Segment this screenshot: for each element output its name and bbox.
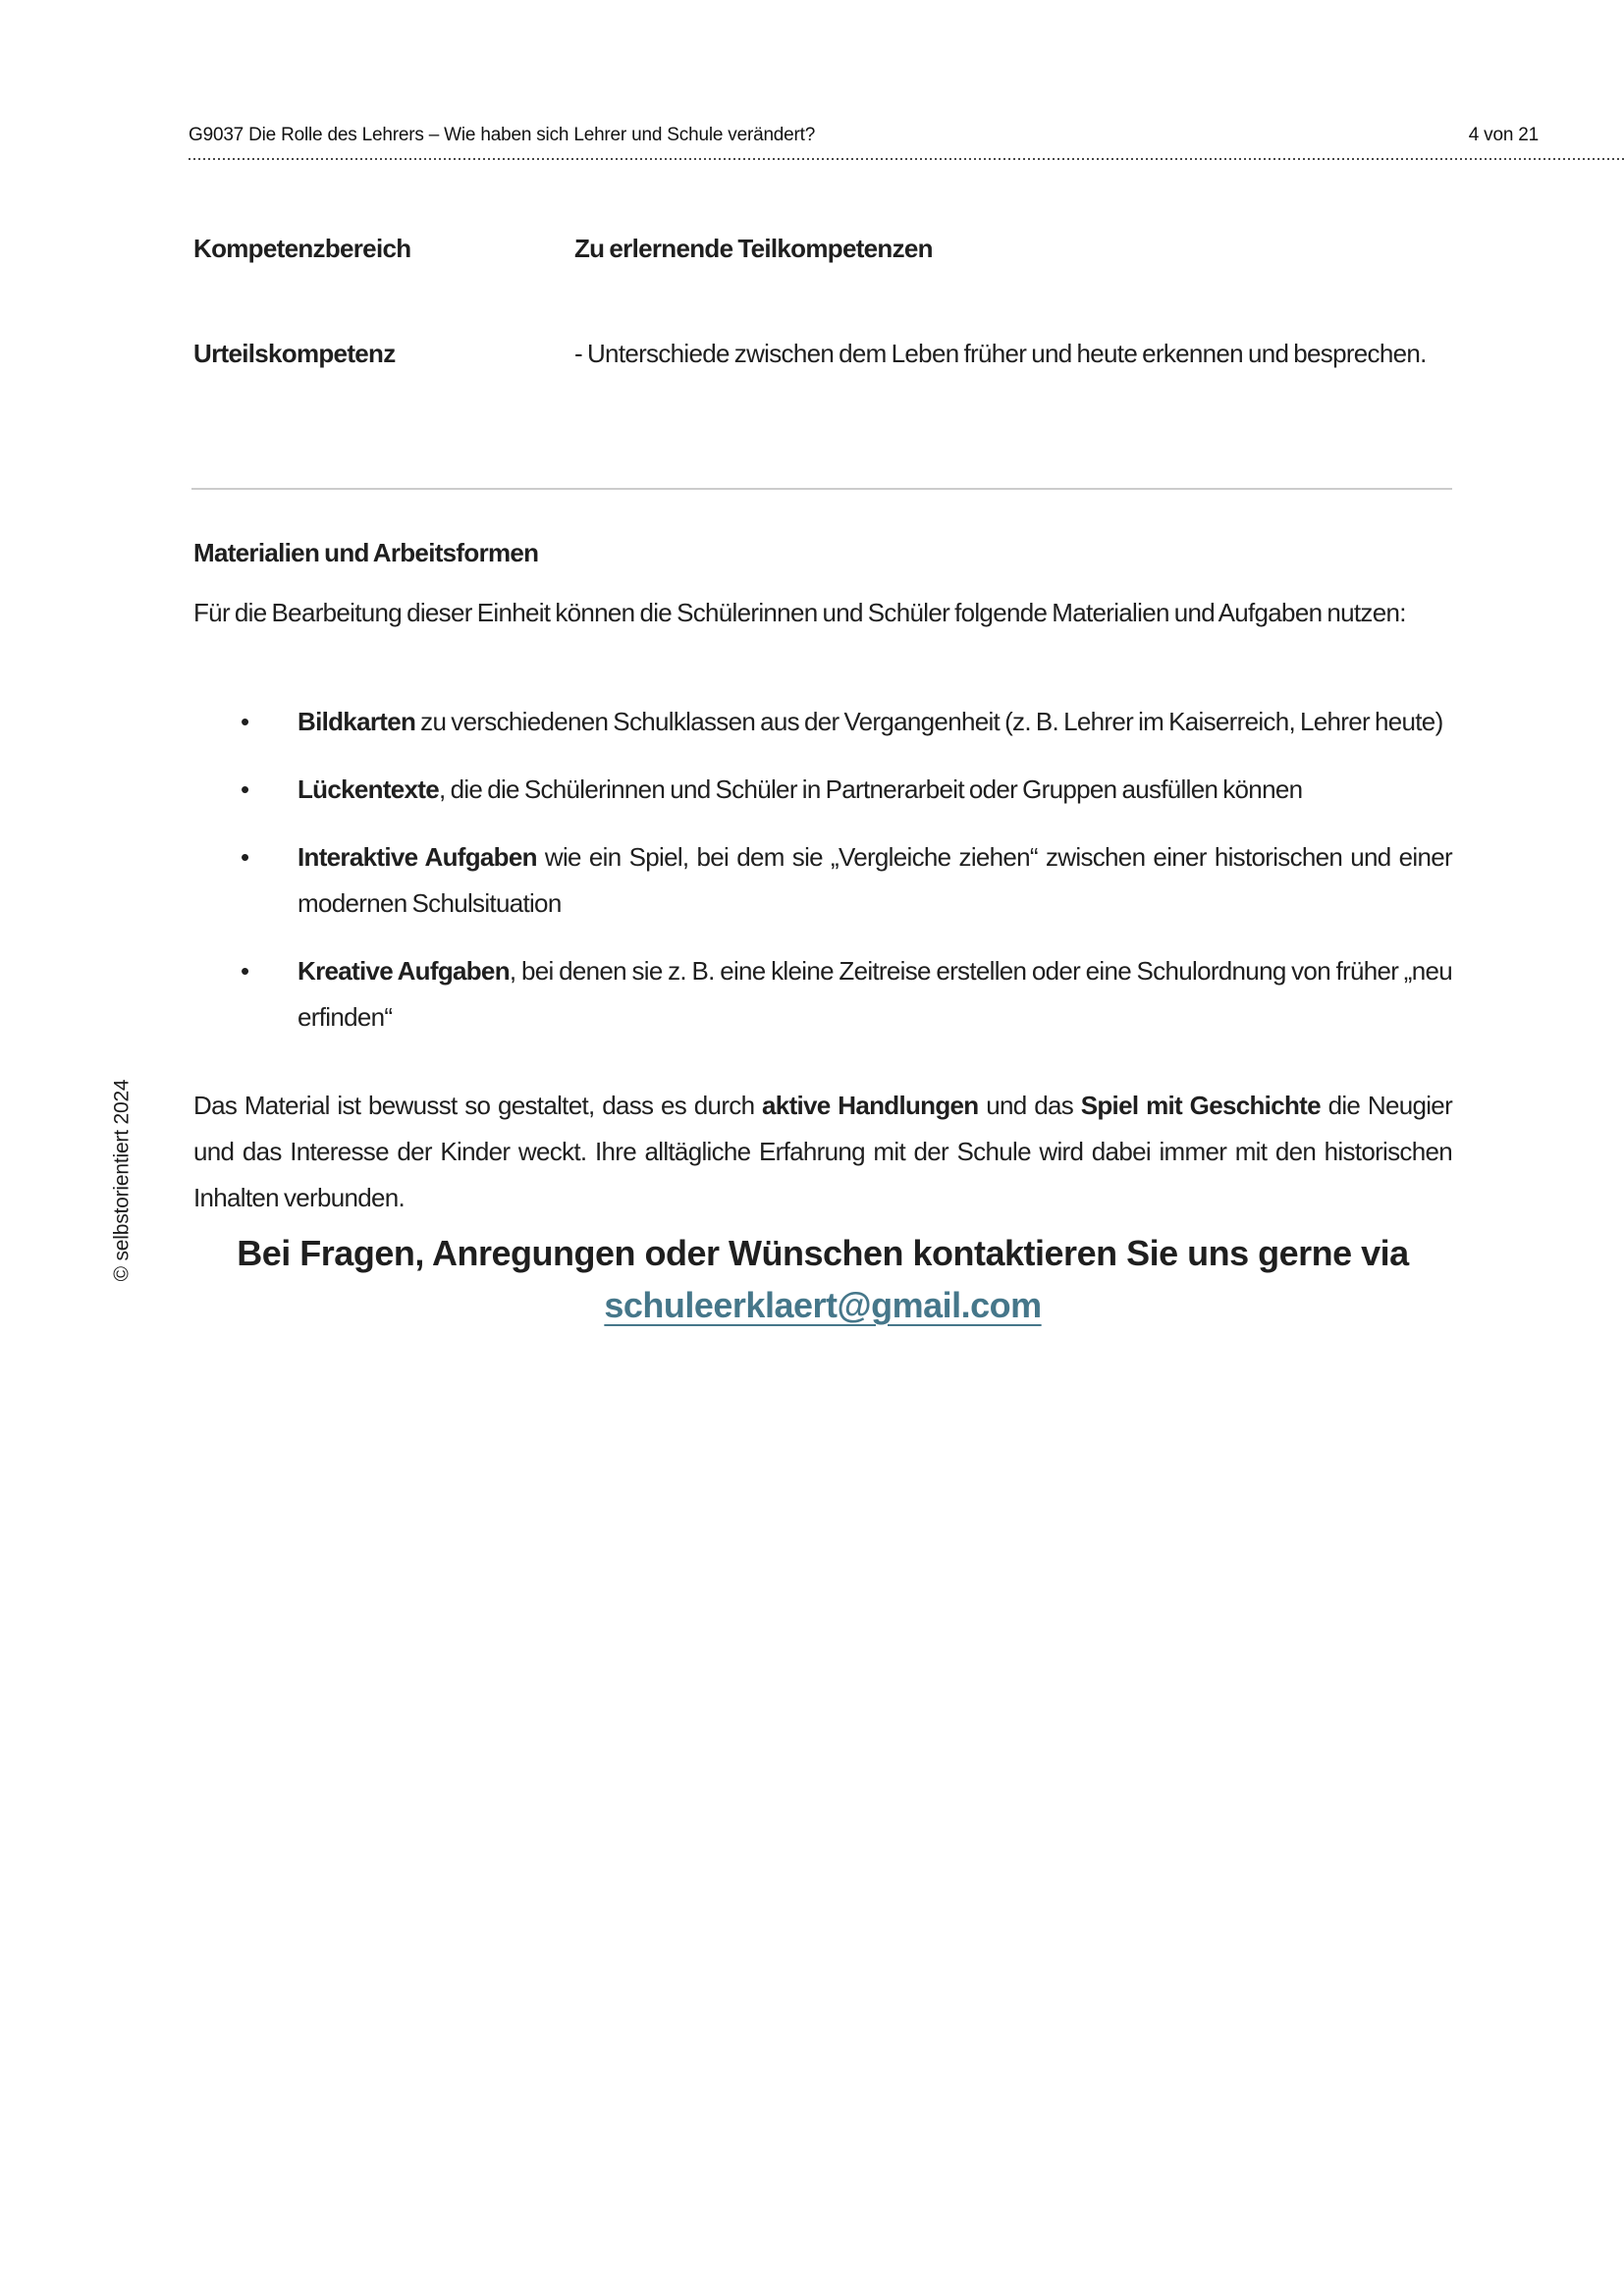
list-item-text (298, 948, 1452, 1041)
list-item-text (298, 767, 1452, 813)
column-header-kompetenzbereich: Kompetenzbereich (193, 234, 411, 263)
text-segment: zu verschiedenen Schulklassen aus der Vergangenheit (z. B. Lehrer im Kaiserreich, Lehrer heute) (415, 707, 1443, 736)
cell-kompetenzbereich: Urteilskompetenz (193, 339, 396, 368)
bold-text: aktive Handlungen (762, 1091, 979, 1120)
list-item (193, 834, 1452, 927)
bold-text: Spiel mit Geschichte (1080, 1091, 1321, 1120)
bold-text: Lückentexte (298, 774, 440, 804)
bullet-icon: • (241, 956, 249, 986)
contact-email-line (193, 1282, 1452, 1336)
text-segment: , bei denen sie z. B. eine kleine Zeitreise erstellen oder eine Schulordnung von früher „neu erfinden“ (298, 956, 1453, 1032)
header-dotted-rule (189, 158, 1624, 160)
column-header-teilkompetenzen: Zu erlernende Teilkompetenzen (574, 234, 933, 263)
closing-paragraph (193, 1083, 1452, 1221)
bold-text: Kreative Aufgaben (298, 956, 510, 986)
bold-text: Bildkarten (298, 707, 416, 736)
contact-email-link[interactable]: schuleerklaert@gmail.com (604, 1285, 1042, 1325)
bullet-icon: • (241, 842, 249, 872)
contact-heading: Bei Fragen, Anregungen oder Wünschen kontaktieren Sie uns gerne via (237, 1233, 1409, 1273)
list-item-text (298, 834, 1452, 927)
list-item (193, 948, 1452, 1041)
materials-section-heading: Materialien und Arbeitsformen (193, 538, 539, 567)
list-item (193, 767, 1452, 813)
page-header (189, 122, 1624, 160)
list-item-text (298, 699, 1452, 745)
list-item (193, 699, 1452, 745)
text-segment: wie ein Spiel, bei dem sie „Vergleiche ziehen“ zwischen einer historischen und einer modernen Schulsituation (298, 842, 1452, 918)
text-segment: die Neugier und das Interesse der Kinder weckt. Ihre alltägliche Erfahrung mit der Schule wird dabei immer mit den historischen Inhalten verbunden. (193, 1091, 1453, 1212)
text-segment: und das (978, 1091, 1081, 1120)
materials-intro-paragraph: Für die Bearbeitung dieser Einheit können die Schülerinnen und Schüler folgende Materialien und Aufgaben nutzen: (193, 598, 1406, 627)
table-row (193, 331, 1452, 377)
document-title: G9037 Die Rolle des Lehrers – Wie haben sich Lehrer und Schule verändert? (189, 125, 816, 145)
page-number: 4 von 21 (1468, 125, 1539, 145)
text-segment: Das Material ist bewusst so gestaltet, dass es durch (193, 1091, 763, 1120)
competence-table-header (193, 226, 1452, 272)
bold-text: Interaktive Aufgaben (298, 842, 537, 872)
section-divider (191, 488, 1452, 490)
text-segment: , die die Schülerinnen und Schüler in Partnerarbeit oder Gruppen ausfüllen können (439, 774, 1303, 804)
bullet-icon: • (241, 774, 249, 804)
bullet-icon: • (241, 707, 249, 736)
copyright-sidebar-text: © selbstorientiert 2024 (110, 1079, 134, 1282)
cell-teilkompetenzen: - Unterschiede zwischen dem Leben früher und heute erkennen und besprechen. (574, 339, 1427, 368)
materials-bullet-list (193, 699, 1452, 1062)
